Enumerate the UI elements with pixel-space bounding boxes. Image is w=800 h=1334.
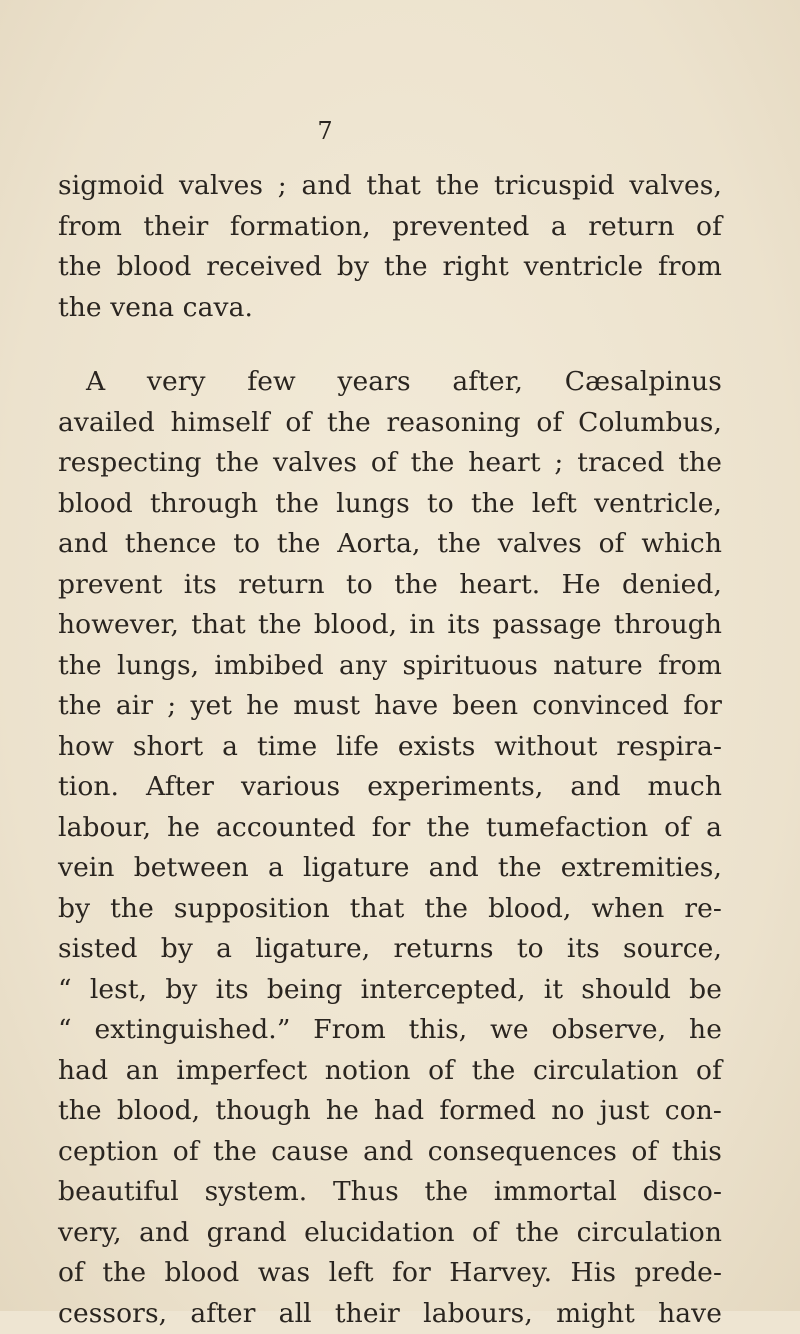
body-text [58,166,722,1334]
text-line: sigmoid valves ; and that the tricuspid valves, [58,166,722,207]
text-line: “ lest, by its being intercepted, it should be [58,970,722,1011]
text-line: how short a time life exists without respira- [58,727,722,768]
text-line: availed himself of the reasoning of Columbus, [58,403,722,444]
paragraph-spacer [58,328,722,362]
text-line: however, that the blood, in its passage through [58,605,722,646]
text-line: of the blood was left for Harvey. His prede- [58,1253,722,1294]
text-line: the blood received by the right ventricle from [58,247,722,288]
text-line: labour, he accounted for the tumefaction of a [58,808,722,849]
text-line: the blood, though he had formed no just con- [58,1091,722,1132]
text-line: the vena cava. [58,288,722,329]
text-line: cessors, after all their labours, might have [58,1294,722,1334]
text-line: ception of the cause and consequences of this [58,1132,722,1173]
text-line: sisted by a ligature, returns to its source, [58,929,722,970]
text-line: the lungs, imbibed any spirituous nature from [58,646,722,687]
text-line: from their formation, prevented a return of [58,207,722,248]
text-line: prevent its return to the heart. He denied, [58,565,722,606]
paragraph-1 [58,166,722,328]
text-line: and thence to the Aorta, the valves of which [58,524,722,565]
text-line: by the supposition that the blood, when re- [58,889,722,930]
text-line: “ extinguished.” From this, we observe, he [58,1010,722,1051]
text-line: respecting the valves of the heart ; traced the [58,443,722,484]
text-line: vein between a ligature and the extremities, [58,848,722,889]
text-line: had an imperfect notion of the circulation of [58,1051,722,1092]
text-line: tion. After various experiments, and much [58,767,722,808]
text-line: very, and grand elucidation of the circulation [58,1213,722,1254]
paragraph-2 [58,362,722,1334]
text-line: blood through the lungs to the left ventricle, [58,484,722,525]
page-number: 7 [0,116,650,146]
text-line: the air ; yet he must have been convinced for [58,686,722,727]
text-line: A very few years after, Cæsalpinus [58,362,722,403]
text-line: beautiful system. Thus the immortal disco- [58,1172,722,1213]
